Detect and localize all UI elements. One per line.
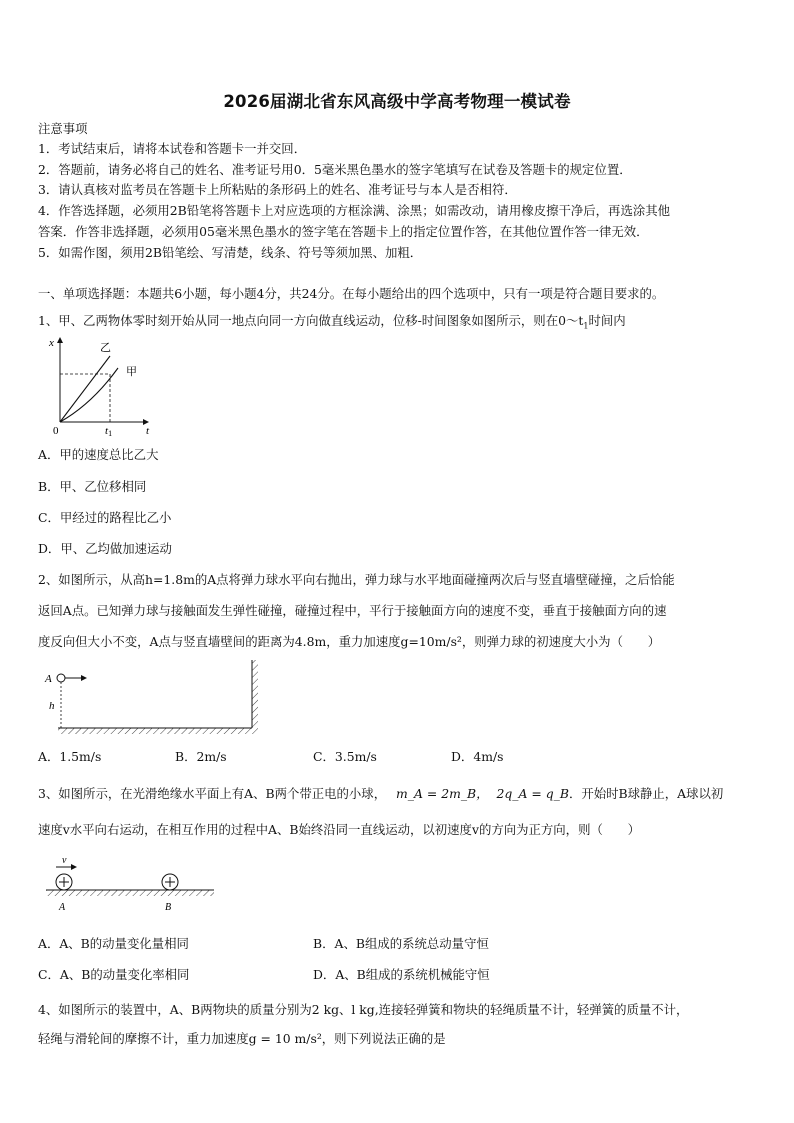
question-3-text-b: ．开始时B球静止，A球以初 bbox=[568, 786, 724, 801]
question-1-option-b: B．甲、乙位移相同 bbox=[38, 479, 147, 494]
curve-jia bbox=[60, 368, 118, 422]
question-1-stem bbox=[38, 313, 626, 334]
point-a-label: A bbox=[45, 673, 52, 685]
section-heading: 一、单项选择题：本题共6小题，每小题4分，共24分。在每小题给出的四个选项中，只有一项是符合题目要求的。 bbox=[38, 286, 665, 301]
question-1-option-c: C．甲经过的路程比乙小 bbox=[38, 510, 172, 525]
question-1-stem-sub: 1 bbox=[583, 321, 589, 331]
question-3-line-2: 速度v水平向右运动，在相互作用的过程中A、B始终沿同一直线运动，以初速度v的方向为正方向，则（ ） bbox=[38, 822, 641, 837]
question-3-formula-1: m_A = 2m_B， bbox=[396, 786, 489, 801]
question-1-stem-tail: 时间内 bbox=[588, 313, 626, 328]
question-2-option-c: C．3.5m/s bbox=[313, 749, 377, 764]
velocity-label: v bbox=[62, 855, 67, 866]
t1-label-sub: 1 bbox=[108, 429, 113, 438]
page-title: 2026届湖北省东风高级中学高考物理一模试卷 bbox=[223, 92, 571, 111]
line-yi bbox=[60, 356, 110, 422]
question-2-option-b: B．2m/s bbox=[175, 749, 227, 764]
question-3-line-1 bbox=[38, 786, 723, 802]
question-1-stem-text: 1、甲、乙两物体零时刻开始从同一地点向同一方向做直线运动，位移-时间图象如图所示，则在0～t bbox=[38, 313, 584, 328]
question-3-option-b: B．A、B组成的系统总动量守恒 bbox=[313, 936, 489, 951]
origin-label: 0 bbox=[53, 425, 59, 437]
question-1-option-a: A．甲的速度总比乙大 bbox=[38, 447, 159, 462]
height-label: h bbox=[49, 700, 55, 712]
ball-a bbox=[57, 674, 65, 682]
notice-item: 4．作答选择题，必须用2B铅笔将答题卡上对应选项的方框涂满、涂黑；如需改动，请用橡皮擦干净后，再选涂其他 bbox=[38, 203, 671, 218]
ball-b-label: B bbox=[165, 902, 172, 913]
question-4-line-1: 4、如图所示的装置中，A、B两物块的质量分别为2 kg、l kg,连接轻弹簧和物块的轻绳质量不计，轻弹簧的质量不计， bbox=[38, 1002, 689, 1017]
question-2-line-3: 度反向但大小不变，A点与竖直墙壁间的距离为4.8m，重力加速度g=10m/s²，则弹力球的初速度大小为（ ） bbox=[38, 634, 661, 649]
notice-item: 2．答题前，请务必将自己的姓名、准考证号用0．5毫米黑色墨水的签字笔填写在试卷及答题卡的规定位置． bbox=[38, 162, 632, 177]
notice-item: 答案．作答非选择题，必须用05毫米黑色墨水的签字笔在答题卡上的指定位置作答，在其他位置作答一律无效． bbox=[38, 224, 649, 239]
notice-heading: 注意事项 bbox=[38, 121, 88, 136]
question-3-option-d: D．A、B组成的系统机械能守恒 bbox=[313, 967, 490, 982]
ground-hatch bbox=[46, 890, 214, 896]
yi-label: 乙 bbox=[100, 341, 111, 354]
jia-label: 甲 bbox=[126, 365, 137, 378]
t-axis-label: t bbox=[146, 425, 150, 437]
question-3-formula-2: 2q_A = q_B bbox=[496, 786, 569, 801]
notice-item: 5．如需作图，须用2B铅笔绘、写清楚，线条、符号等须加黑、加粗． bbox=[38, 245, 423, 260]
question-3-text-a: 3、如图所示，在光滑绝缘水平面上有A、B两个带正电的小球， bbox=[38, 786, 387, 801]
question-1-xt-graph bbox=[44, 334, 164, 438]
ball-a-label: A bbox=[59, 902, 66, 913]
question-2-figure bbox=[40, 656, 264, 738]
question-3-option-c: C．A、B的动量变化率相同 bbox=[38, 967, 190, 982]
question-2-option-a: A．1.5m/s bbox=[38, 749, 102, 764]
question-3-figure bbox=[42, 852, 218, 914]
question-2-option-d: D．4m/s bbox=[451, 749, 504, 764]
notice-item: 3．请认真核对监考员在答题卡上所粘贴的条形码上的姓名、准考证号与本人是否相符． bbox=[38, 182, 517, 197]
question-2-line-2: 返回A点。已知弹力球与接触面发生弹性碰撞，碰撞过程中，平行于接触面方向的速度不变，垂直于接触面方向的速 bbox=[38, 603, 667, 618]
t1-label-main: t bbox=[105, 425, 109, 437]
x-axis-label: x bbox=[49, 337, 54, 349]
question-3-option-a: A．A、B的动量变化量相同 bbox=[38, 936, 189, 951]
question-2-line-1: 2、如图所示，从高h=1.8m的A点将弹力球水平向右抛出，弹力球与水平地面碰撞两次后与竖直墙壁碰撞，之后恰能 bbox=[38, 572, 675, 587]
wall-hatch bbox=[252, 660, 258, 734]
ground-hatch bbox=[58, 728, 252, 734]
question-1-option-d: D．甲、乙均做加速运动 bbox=[38, 541, 172, 556]
notice-item: 1．考试结束后，请将本试卷和答题卡一并交回． bbox=[38, 141, 307, 156]
t1-label bbox=[105, 425, 112, 438]
question-4-line-2: 轻绳与滑轮间的摩擦不计，重力加速度g = 10 m/s²，则下列说法正确的是 bbox=[38, 1031, 446, 1046]
